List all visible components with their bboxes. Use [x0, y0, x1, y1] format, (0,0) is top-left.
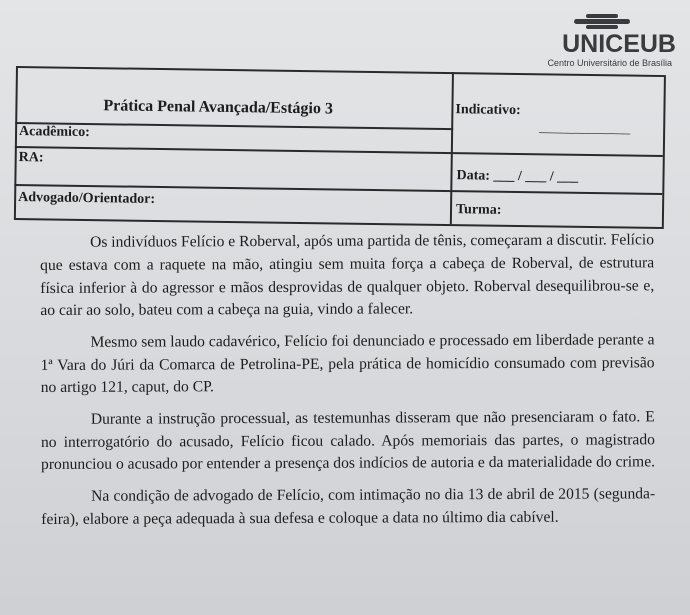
paragraph-2: Mesmo sem laudo cadavérico, Felício foi denunciado e processado em liberdade perante a 1ª Vara do Júri da Comarca de Petrolina-PE, pela prática de homicídio consumado com previsão no artigo 121, caput, do CP.: [40, 331, 655, 397]
academico-label: Acadêmico:: [18, 124, 90, 141]
logo-emblem-icon: [572, 14, 632, 30]
logo-subtitle: Centro Universitário de Brasília: [547, 58, 672, 68]
turma-label: Turma:: [455, 202, 502, 218]
indicativo-field[interactable]: _____________: [539, 120, 631, 137]
data-label: Data: ___ / ___ / ___: [456, 168, 579, 185]
case-statement: [40, 229, 655, 540]
ra-label: RA:: [18, 150, 44, 166]
advogado-orientador-label: Advogado/Orientador:: [18, 190, 156, 207]
logo-wordmark: UNICEUB: [562, 30, 676, 58]
paragraph-4: Na condição de advogado de Felício, com intimação no dia 13 de abril de 2015 (segunda-feira), elabore a peça adequada à sua defesa e coloque a data no último dia cabível.: [41, 485, 656, 528]
paragraph-3: Durante a instrução processual, as testemunhas disseram que não presenciaram o fato. E no interrogatório do acusado, Felício ficou calado. Após memoriais das partes, o magistrado pronunciou o acusado por entender a presença dos indícios de autoria e da materialidade do crime.: [40, 408, 656, 474]
uniceub-logo: [526, 14, 676, 68]
paragraph-1: Os indivíduos Felício e Roberval, após uma partida de tênis, começaram a discutir. Felício que estava com a raquete na mão, atingiu sem muita força a cabeça de Roberval, de estrutura física inferior à do agressor e mãos desprovidas de qualquer objeto. Roberval desequilibrou-se e, ao cair ao solo, bateu com a cabeça na guia, vindo a falecer.: [40, 231, 655, 320]
form-title: Prática Penal Avançada/Estágio 3: [103, 97, 334, 118]
header-form-table: [14, 66, 664, 227]
indicativo-label: Indicativo:: [455, 102, 521, 119]
